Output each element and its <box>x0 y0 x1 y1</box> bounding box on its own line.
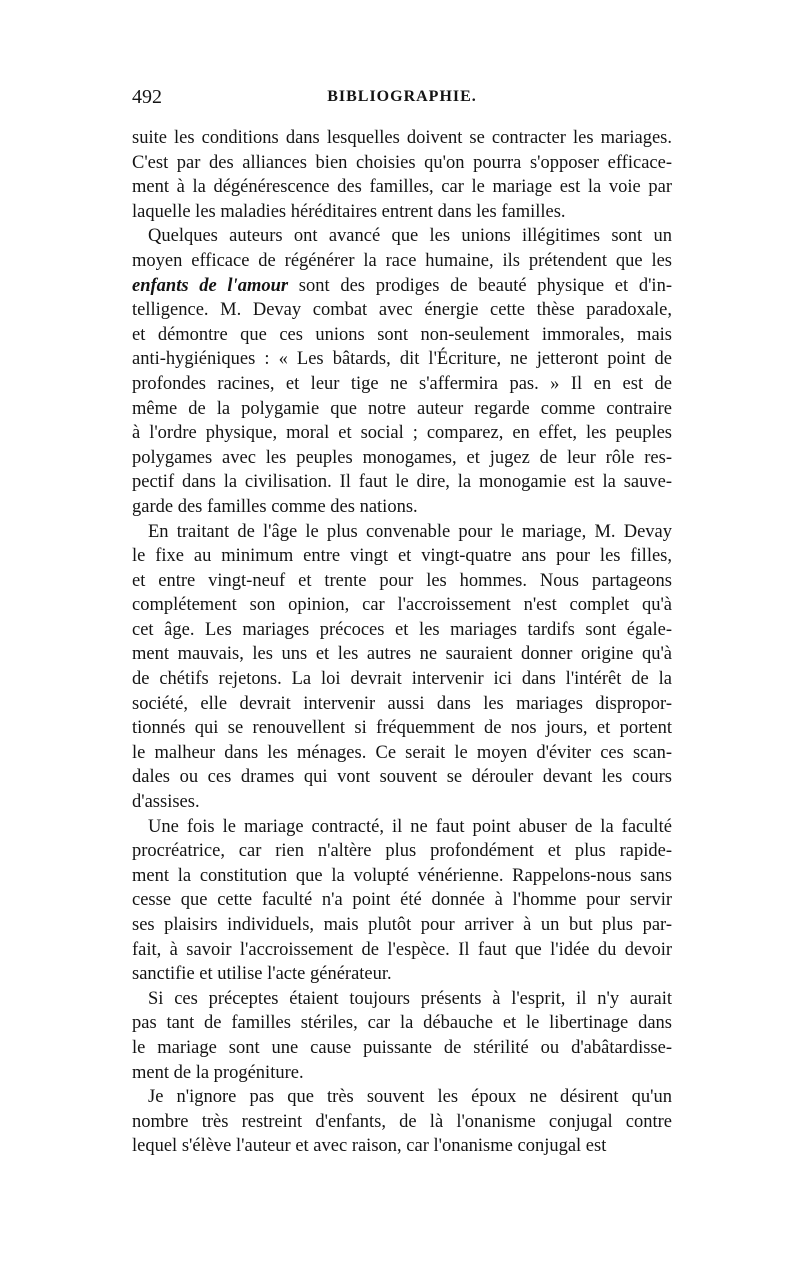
text-line: garde des familles comme des nations. <box>132 496 418 517</box>
text-line: ment mauvais, les uns et les autres ne sauraient donner origine qu'à <box>132 644 672 665</box>
text-line: Une fois le mariage contracté, il ne faut point abuser de la faculté <box>148 816 672 837</box>
text-line: pas tant de familles stériles, car la débauche et le libertinage dans <box>132 1013 672 1034</box>
text-line: le fixe au minimum entre vingt et vingt-quatre ans pour les filles, <box>132 546 672 567</box>
text-line: et entre vingt-neuf et trente pour les hommes. Nous partageons <box>132 570 672 591</box>
text-line: même de la polygamie que notre auteur regarde comme contraire <box>132 398 672 419</box>
paragraph <box>132 520 672 815</box>
text-line: ment de la progéniture. <box>132 1062 304 1083</box>
text-line: complétement son opinion, car l'accroissement n'est complet qu'à <box>132 595 672 616</box>
text-line: ment à la dégénérescence des familles, car le mariage est la voie par <box>132 177 672 198</box>
paragraph <box>132 1085 672 1159</box>
text-line: cet âge. Les mariages précoces et les mariages tardifs sont égale- <box>132 619 672 640</box>
text-line: ses plaisirs individuels, mais plutôt pour arriver à un but plus par- <box>132 915 672 935</box>
text-line: cesse que cette faculté n'a point été donnée à l'homme pour servir <box>132 890 672 911</box>
text-line: anti-hygiéniques : « Les bâtards, dit l'Écriture, ne jetteront point de <box>132 349 672 370</box>
text-line: Je n'ignore pas que très souvent les époux ne désirent qu'un <box>148 1087 672 1108</box>
text-line: Quelques auteurs ont avancé que les unions illégitimes sont un <box>148 226 672 247</box>
text-line: fait, à savoir l'accroissement de l'espèce. Il faut que l'idée du devoir <box>132 939 672 960</box>
paragraph <box>132 126 672 224</box>
body-text <box>132 126 672 1159</box>
text-line: société, elle devrait intervenir aussi dans les mariages dispropor- <box>132 693 672 714</box>
text-line: le mariage sont une cause puissante de stérilité ou d'abâtardisse- <box>132 1037 672 1058</box>
paragraph <box>132 224 672 519</box>
text-line: polygames avec les peuples monogames, et jugez de leur rôle res- <box>132 447 672 468</box>
text-line: lequel s'élève l'auteur et avec raison, car l'onanisme conjugal est <box>132 1136 607 1157</box>
text-line: telligence. M. Devay combat avec énergie cette thèse paradoxale, <box>132 300 672 321</box>
text-line: à l'ordre physique, moral et social ; comparez, en effet, les peuples <box>132 423 672 444</box>
text-line: Si ces préceptes étaient toujours présents à l'esprit, il n'y aurait <box>148 988 672 1009</box>
text-line: et démontre que ces unions sont non-seulement immorales, mais <box>132 324 672 345</box>
text-line: de chétifs rejetons. La loi devrait intervenir ici dans l'intérêt de la <box>132 669 672 690</box>
text-line: d'assises. <box>132 792 200 813</box>
text-line: ment la constitution que la volupté vénérienne. Rappelons-nous sans <box>132 865 672 886</box>
page-header <box>132 82 672 112</box>
text-line: profondes racines, et leur tige ne s'affermira pas. » Il en est de <box>132 373 672 394</box>
text-line: suite les conditions dans lesquelles doivent se contracter les mariages. <box>132 128 672 148</box>
text-line: le malheur dans les ménages. Ce serait le moyen d'éviter ces scan- <box>132 742 672 763</box>
running-title: BIBLIOGRAPHIE. <box>327 88 477 105</box>
text-line: laquelle les maladies héréditaires entrent dans les familles. <box>132 201 566 222</box>
text-line: En traitant de l'âge le plus convenable pour le mariage, M. Devay <box>148 521 672 542</box>
text-line: dales ou ces drames qui vont souvent se dérouler devant les cours <box>132 767 672 788</box>
text-line: moyen efficace de régénérer la race humaine, ils prétendent que les <box>132 250 672 271</box>
page-number: 492 <box>132 86 162 108</box>
text-line: procréatrice, car rien n'altère plus profondément et plus rapide- <box>132 841 672 862</box>
text-line: sanctifie et utilise l'acte générateur. <box>132 964 392 985</box>
text-line: nombre très restreint d'enfants, de là l'onanisme conjugal contre <box>132 1111 672 1132</box>
paragraph <box>132 987 672 1085</box>
text-line: enfants de l'amour sont des prodiges de beauté physique et d'in- <box>132 275 672 296</box>
text-line: pectif dans la civilisation. Il faut le dire, la monogamie est la sauve- <box>132 472 672 493</box>
text-line: C'est par des alliances bien choisies qu'on pourra s'opposer efficace- <box>132 152 672 173</box>
text-line: tionnés qui se renouvellent si fréquemment de nos jours, et portent <box>132 718 672 739</box>
paragraph <box>132 815 672 987</box>
